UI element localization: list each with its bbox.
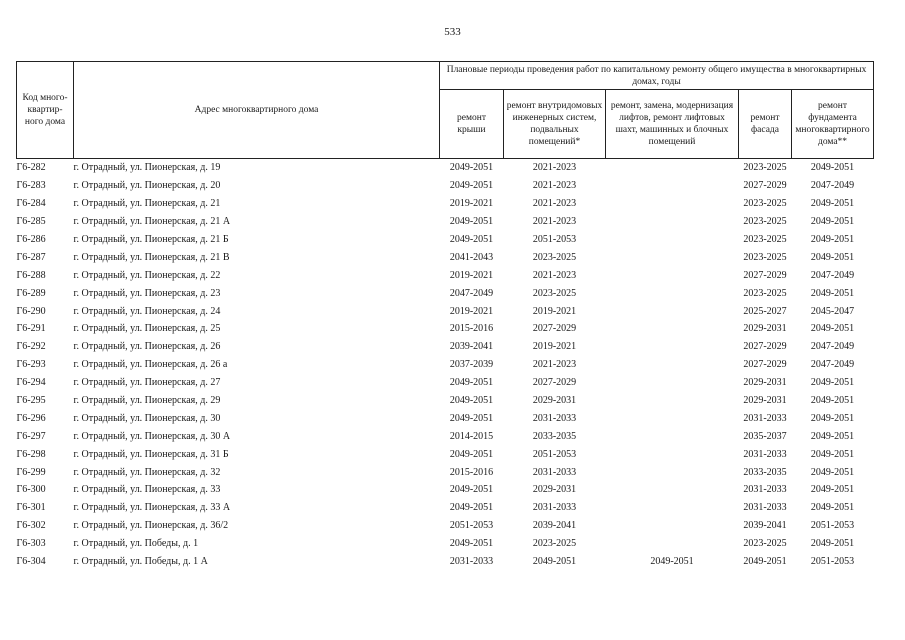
cell-code: Г6-293 (16, 359, 46, 371)
cell-code: Г6-302 (16, 520, 46, 532)
cell-elevators (606, 302, 739, 320)
cell-roof: 2049-2051 (449, 502, 494, 514)
cell-code: Г6-286 (16, 234, 46, 245)
cell-facade: 2023-2025 (743, 198, 787, 210)
page-number: 533 (444, 26, 461, 38)
cell-roof: 2049-2051 (449, 377, 494, 389)
cell-facade: 2023-2025 (743, 162, 787, 174)
cell-foundation: 2051-2053 (810, 556, 855, 568)
cell-facade: 2031-2033 (743, 484, 787, 496)
table-row (17, 553, 874, 571)
cell-code: Г6-296 (16, 412, 46, 424)
cell-address: г. Отрадный, ул. Пионерская, д. 21 В (73, 251, 230, 263)
cell-address: г. Отрадный, ул. Пионерская, д. 21 (73, 198, 221, 210)
cell-foundation: 2049-2051 (810, 251, 855, 263)
cell-engineering: 2049-2051 (532, 556, 577, 568)
cell-engineering: 2023-2025 (532, 287, 577, 299)
cell-facade: 2023-2025 (743, 287, 787, 299)
cell-foundation: 2049-2051 (810, 448, 855, 460)
cell-code: Г6-301 (16, 502, 46, 514)
cell-code: Г6-288 (16, 269, 46, 281)
cell-facade: 2023-2025 (743, 251, 787, 263)
cell-facade: 2023-2025 (743, 234, 787, 245)
cell-foundation: 2049-2051 (810, 466, 855, 478)
cell-roof: 2049-2051 (449, 234, 494, 245)
cell-foundation: 2049-2051 (810, 198, 855, 210)
cell-roof: 2049-2051 (449, 448, 494, 460)
cell-engineering: 2023-2025 (532, 538, 577, 550)
cell-facade: 2029-2031 (743, 395, 787, 407)
cell-engineering: 2039-2041 (532, 520, 577, 532)
cell-engineering: 2033-2035 (532, 430, 577, 442)
cell-roof: 2039-2041 (449, 341, 494, 353)
cell-elevators (606, 231, 739, 249)
cell-engineering: 2051-2053 (532, 234, 577, 245)
table-row (17, 427, 874, 445)
cell-foundation: 2051-2053 (810, 520, 855, 532)
cell-foundation: 2047-2049 (810, 341, 855, 353)
header-foundation: ремонт фундамента многоквартирного дома** (792, 90, 874, 159)
cell-elevators (606, 374, 739, 392)
table-row (17, 481, 874, 499)
cell-code: Г6-292 (16, 341, 46, 353)
cell-roof: 2019-2021 (449, 305, 494, 317)
table-row (17, 338, 874, 356)
cell-facade: 2031-2033 (743, 502, 787, 514)
cell-address: г. Отрадный, ул. Пионерская, д. 22 (73, 269, 221, 281)
cell-code: Г6-300 (16, 484, 46, 496)
table-row (17, 445, 874, 463)
cell-elevators (606, 463, 739, 481)
cell-code: Г6-295 (16, 395, 46, 407)
table-row (17, 284, 874, 302)
table-row (17, 302, 874, 320)
cell-foundation: 2049-2051 (810, 287, 855, 299)
cell-address: г. Отрадный, ул. Пионерская, д. 36/2 (73, 520, 229, 532)
table-row (17, 159, 874, 177)
cell-address: г. Отрадный, ул. Пионерская, д. 30 (73, 412, 221, 424)
cell-address: г. Отрадный, ул. Пионерская, д. 29 (73, 395, 221, 407)
table-row (17, 356, 874, 374)
cell-foundation: 2049-2051 (810, 162, 855, 174)
cell-address: г. Отрадный, ул. Пионерская, д. 32 (73, 466, 221, 478)
table-row (17, 374, 874, 392)
cell-roof: 2019-2021 (449, 198, 494, 210)
cell-code: Г6-304 (16, 556, 46, 568)
cell-foundation: 2047-2049 (810, 269, 855, 281)
cell-code: Г6-287 (16, 251, 46, 263)
cell-facade: 2023-2025 (743, 538, 787, 550)
cell-code: Г6-285 (16, 216, 46, 228)
cell-address: г. Отрадный, ул. Пионерская, д. 27 (73, 377, 221, 389)
header-engineering: ремонт внутридомовых инженерных систем, подвальных помещений* (504, 90, 606, 159)
table-row (17, 463, 874, 481)
header-address: Адрес многоквартирного дома (74, 62, 440, 159)
cell-roof: 2051-2053 (449, 520, 494, 532)
cell-elevators (606, 248, 739, 266)
cell-address: г. Отрадный, ул. Пионерская, д. 19 (73, 162, 221, 174)
cell-foundation: 2045-2047 (810, 305, 855, 317)
cell-foundation: 2049-2051 (810, 395, 855, 407)
cell-elevators: 2049-2051 (650, 556, 694, 568)
cell-elevators (606, 213, 739, 231)
table-row (17, 195, 874, 213)
cell-elevators (606, 481, 739, 499)
header-row-main (17, 62, 874, 90)
cell-foundation: 2049-2051 (810, 538, 855, 550)
cell-elevators (606, 284, 739, 302)
cell-engineering: 2051-2053 (532, 448, 577, 460)
cell-facade: 2029-2031 (743, 377, 787, 389)
cell-address: г. Отрадный, ул. Пионерская, д. 33 А (73, 502, 231, 514)
table-row (17, 499, 874, 517)
cell-code: Г6-282 (16, 162, 46, 174)
cell-facade: 2025-2027 (743, 305, 787, 317)
cell-facade: 2027-2029 (743, 341, 787, 353)
cell-facade: 2039-2041 (743, 520, 787, 532)
table-row (17, 409, 874, 427)
cell-engineering: 2027-2029 (532, 323, 577, 335)
cell-engineering: 2021-2023 (532, 180, 577, 192)
cell-foundation: 2049-2051 (810, 502, 855, 514)
cell-foundation: 2049-2051 (810, 430, 855, 442)
cell-engineering: 2029-2031 (532, 484, 577, 496)
cell-address: г. Отрадный, ул. Пионерская, д. 31 Б (73, 448, 229, 460)
cell-foundation: 2049-2051 (810, 323, 855, 335)
cell-address: г. Отрадный, ул. Победы, д. 1 А (73, 556, 208, 568)
cell-address: г. Отрадный, ул. Пионерская, д. 30 А (73, 430, 231, 442)
cell-elevators (606, 266, 739, 284)
cell-elevators (606, 338, 739, 356)
cell-code: Г6-283 (16, 180, 46, 192)
cell-address: г. Отрадный, ул. Пионерская, д. 33 (73, 484, 221, 496)
cell-roof: 2049-2051 (449, 162, 494, 174)
cell-roof: 2019-2021 (449, 269, 494, 281)
cell-facade: 2023-2025 (743, 216, 787, 228)
cell-foundation: 2049-2051 (810, 484, 855, 496)
table-row (17, 266, 874, 284)
cell-code: Г6-289 (16, 287, 46, 299)
cell-roof: 2049-2051 (449, 216, 494, 228)
cell-code: Г6-294 (16, 377, 46, 389)
cell-roof: 2049-2051 (449, 180, 494, 192)
cell-code: Г6-303 (16, 538, 46, 550)
cell-foundation: 2049-2051 (810, 234, 855, 245)
cell-facade: 2027-2029 (743, 269, 787, 281)
cell-engineering: 2023-2025 (532, 251, 577, 263)
cell-facade: 2035-2037 (743, 430, 787, 442)
cell-facade: 2029-2031 (743, 323, 787, 335)
cell-elevators (606, 445, 739, 463)
cell-code: Г6-297 (16, 430, 46, 442)
cell-foundation: 2049-2051 (810, 377, 855, 389)
header-code: Код много-квартир-ного дома (17, 62, 74, 159)
cell-elevators (606, 159, 739, 177)
table-row (17, 177, 874, 195)
cell-code: Г6-291 (16, 323, 46, 335)
table-row (17, 392, 874, 410)
cell-roof: 2015-2016 (449, 323, 494, 335)
header-facade: ремонт фасада (739, 90, 792, 159)
cell-engineering: 2031-2033 (532, 502, 577, 514)
table-row (17, 248, 874, 266)
cell-engineering: 2031-2033 (532, 466, 577, 478)
table-row (17, 320, 874, 338)
cell-address: г. Отрадный, ул. Пионерская, д. 21 Б (73, 234, 229, 245)
cell-address: г. Отрадный, ул. Пионерская, д. 20 (73, 180, 221, 192)
cell-elevators (606, 320, 739, 338)
header-periods: Плановые периоды проведения работ по капитальному ремонту общего имущества в многоквартирных домах, годы (440, 62, 874, 90)
cell-address: г. Отрадный, ул. Пионерская, д. 26 (73, 341, 221, 353)
cell-code: Г6-298 (16, 448, 46, 460)
table-header (17, 62, 874, 159)
cell-facade: 2027-2029 (743, 359, 787, 371)
table-row (17, 213, 874, 231)
cell-facade: 2033-2035 (743, 466, 787, 478)
cell-code: Г6-299 (16, 466, 46, 478)
cell-elevators (606, 392, 739, 410)
cell-foundation: 2049-2051 (810, 216, 855, 228)
cell-facade: 2031-2033 (743, 412, 787, 424)
cell-engineering: 2019-2021 (532, 305, 577, 317)
cell-engineering: 2021-2023 (532, 162, 577, 174)
table-row (17, 231, 874, 249)
cell-roof: 2015-2016 (449, 466, 494, 478)
cell-roof: 2037-2039 (449, 359, 494, 371)
cell-elevators (606, 195, 739, 213)
table-row (17, 535, 874, 553)
cell-roof: 2049-2051 (449, 484, 494, 496)
cell-code: Г6-284 (16, 198, 46, 210)
cell-roof: 2049-2051 (449, 412, 494, 424)
repair-schedule-table (16, 61, 874, 570)
cell-address: г. Отрадный, ул. Пионерская, д. 26 а (73, 359, 228, 371)
cell-roof: 2041-2043 (449, 251, 494, 263)
cell-roof: 2047-2049 (449, 287, 494, 299)
cell-elevators (606, 499, 739, 517)
cell-engineering: 2031-2033 (532, 412, 577, 424)
cell-engineering: 2027-2029 (532, 377, 577, 389)
cell-engineering: 2021-2023 (532, 216, 577, 228)
cell-engineering: 2019-2021 (532, 341, 577, 353)
table-row (17, 517, 874, 535)
header-elevators: ремонт, замена, модернизация лифтов, ремонт лифтовых шахт, машинных и блочных помещений (606, 90, 739, 159)
cell-roof: 2014-2015 (449, 430, 494, 442)
cell-foundation: 2047-2049 (810, 359, 855, 371)
cell-address: г. Отрадный, ул. Пионерская, д. 23 (73, 287, 221, 299)
cell-foundation: 2047-2049 (810, 180, 855, 192)
cell-engineering: 2021-2023 (532, 269, 577, 281)
cell-roof: 2031-2033 (449, 556, 494, 568)
cell-facade: 2031-2033 (743, 448, 787, 460)
cell-address: г. Отрадный, ул. Победы, д. 1 (73, 538, 199, 550)
cell-elevators (606, 535, 739, 553)
cell-foundation: 2049-2051 (810, 412, 855, 424)
header-roof: ремонт крыши (440, 90, 504, 159)
cell-roof: 2049-2051 (449, 395, 494, 407)
cell-facade: 2027-2029 (743, 180, 787, 192)
cell-address: г. Отрадный, ул. Пионерская, д. 21 А (73, 216, 231, 228)
cell-elevators (606, 409, 739, 427)
cell-address: г. Отрадный, ул. Пионерская, д. 25 (73, 323, 221, 335)
cell-facade: 2049-2051 (743, 556, 787, 568)
cell-engineering: 2021-2023 (532, 198, 577, 210)
cell-code: Г6-290 (16, 305, 46, 317)
cell-engineering: 2021-2023 (532, 359, 577, 371)
cell-elevators (606, 356, 739, 374)
cell-address: г. Отрадный, ул. Пионерская, д. 24 (73, 305, 221, 317)
cell-elevators (606, 177, 739, 195)
cell-elevators (606, 517, 739, 535)
cell-engineering: 2029-2031 (532, 395, 577, 407)
cell-elevators (606, 427, 739, 445)
table-body (17, 159, 874, 571)
cell-roof: 2049-2051 (449, 538, 494, 550)
